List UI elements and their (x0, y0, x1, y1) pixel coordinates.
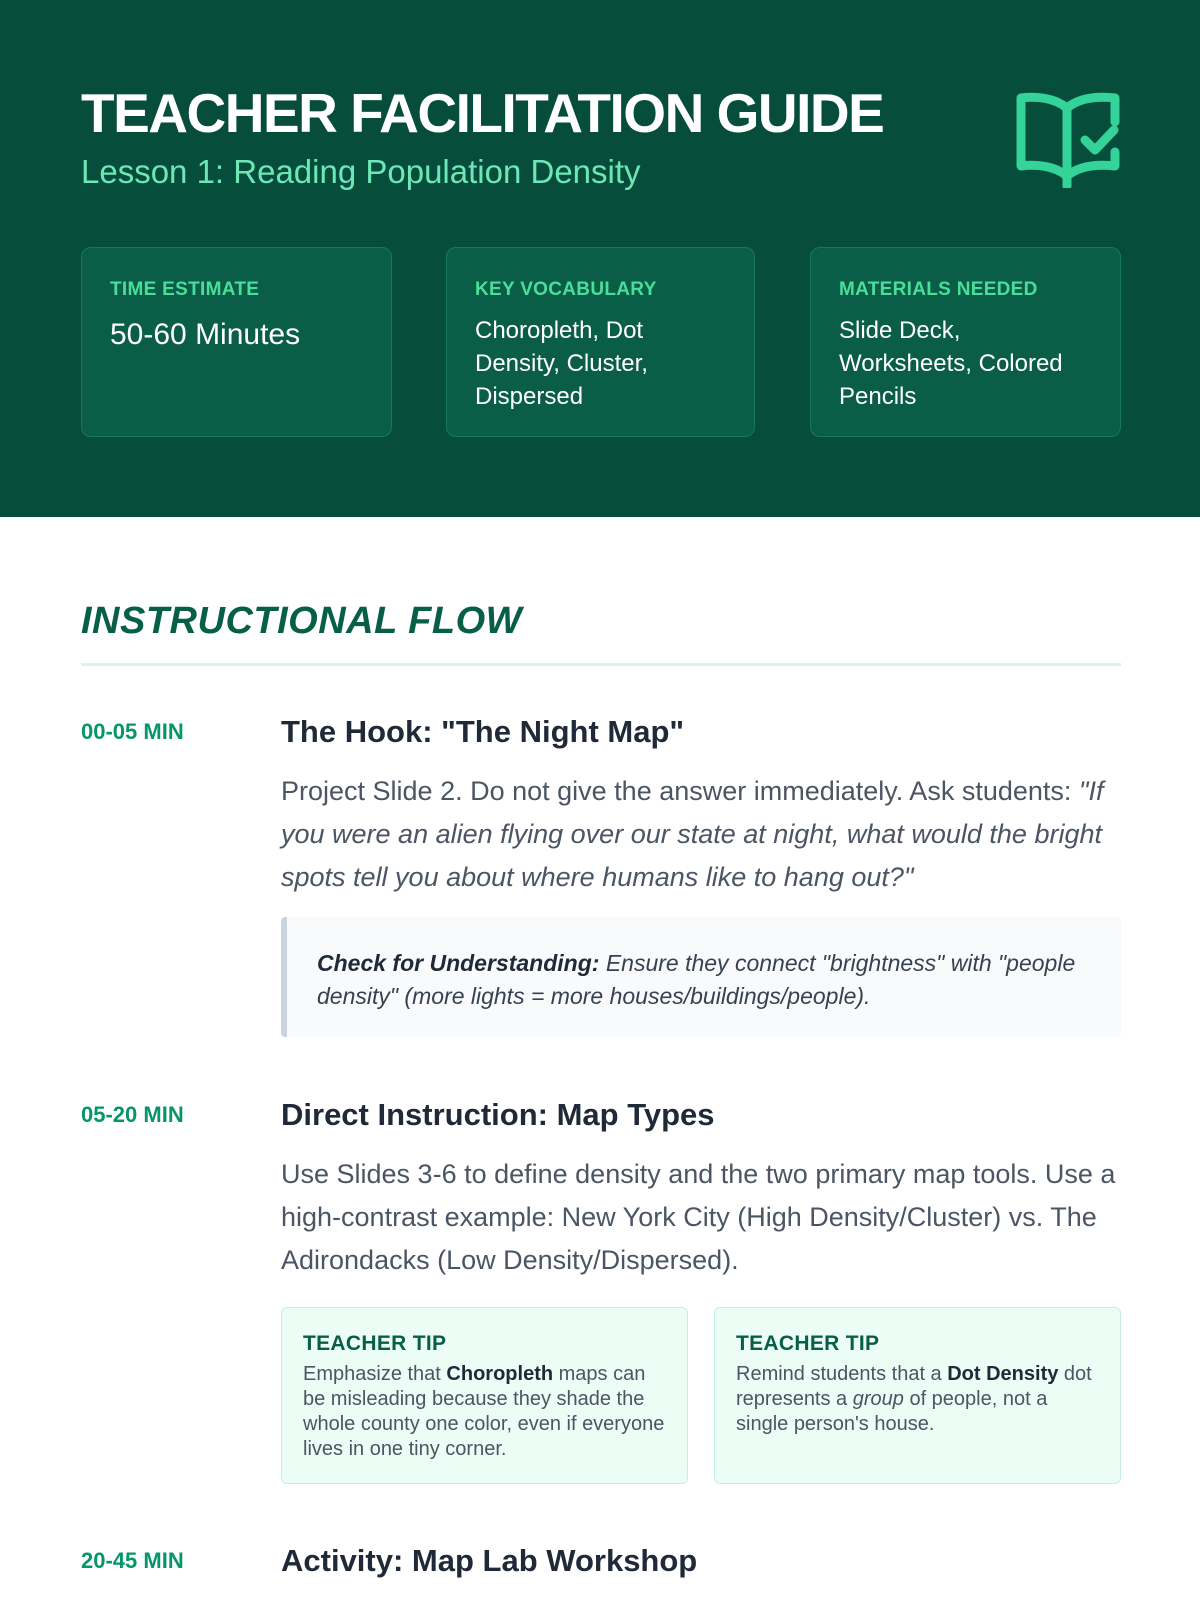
section-divider (81, 663, 1121, 666)
lesson-subtitle: Lesson 1: Reading Population Density (81, 153, 641, 190)
step-body-quote: "If you were an alien flying over our state at night, what would the bright spots tell you about where humans like to hang out?" (281, 776, 1104, 892)
key-vocabulary-card (446, 247, 755, 437)
teacher-tip-label: TEACHER TIP (303, 1332, 447, 1355)
header-banner (0, 0, 1200, 517)
check-for-understanding-callout (281, 917, 1121, 1037)
key-vocabulary-value: Choropleth, Dot Density, Cluster, Dispersed (475, 317, 648, 410)
step-body: Use Slides 3-6 to define density and the two primary map tools. Use a high-contrast example: New York City (High Density/Cluster) vs. The Adirondacks (Low Density/Dispersed). (281, 1159, 1116, 1275)
teacher-tip-card (281, 1307, 688, 1484)
step-time: 05-20 MIN (81, 1102, 184, 1127)
tip-term: Choropleth (446, 1363, 554, 1385)
teacher-tip-card (714, 1307, 1121, 1484)
time-estimate-value: 50-60 Minutes (110, 318, 301, 351)
teacher-tip-text (303, 1362, 667, 1462)
materials-needed-value: Slide Deck, Worksheets, Colored Pencils (839, 317, 1063, 410)
tip-emphasis: group (852, 1388, 904, 1410)
materials-needed-label: MATERIALS NEEDED (839, 279, 1038, 300)
step-time: 00-05 MIN (81, 719, 184, 744)
tip-text-part: of people, not a single person's house. (736, 1388, 1048, 1435)
time-estimate-label: TIME ESTIMATE (110, 279, 260, 300)
key-vocabulary-label: KEY VOCABULARY (475, 279, 657, 300)
teacher-tip-text (736, 1362, 1100, 1437)
tip-text-part: Emphasize that (303, 1363, 447, 1385)
teacher-tip-label: TEACHER TIP (736, 1332, 880, 1355)
step-body (281, 770, 1121, 899)
check-text: Ensure they connect "brightness" with "people density" (more lights = more houses/buildings/people). (317, 950, 1076, 1009)
tip-text-part: Remind students that a (736, 1363, 948, 1385)
step-title: Activity: Map Lab Workshop (281, 1543, 698, 1578)
tip-text-part: maps can be misleading because they shade the whole county one color, even if everyone lives in one tiny corner. (303, 1363, 665, 1460)
check-label: Check for Understanding: (317, 950, 600, 976)
step-title: The Hook: "The Night Map" (281, 714, 685, 749)
tip-text-part: dot represents a (736, 1363, 1092, 1410)
step-body-text: Project Slide 2. Do not give the answer immediately. Ask students: (281, 776, 1072, 806)
section-heading: INSTRUCTIONAL FLOW (81, 600, 523, 642)
page-title: TEACHER FACILITATION GUIDE (81, 82, 884, 144)
tip-term: Dot Density (947, 1363, 1059, 1385)
materials-needed-card (810, 247, 1121, 437)
step-time: 20-45 MIN (81, 1548, 184, 1573)
time-estimate-card (81, 247, 392, 437)
book-check-icon (1015, 88, 1121, 188)
step-title: Direct Instruction: Map Types (281, 1097, 715, 1132)
